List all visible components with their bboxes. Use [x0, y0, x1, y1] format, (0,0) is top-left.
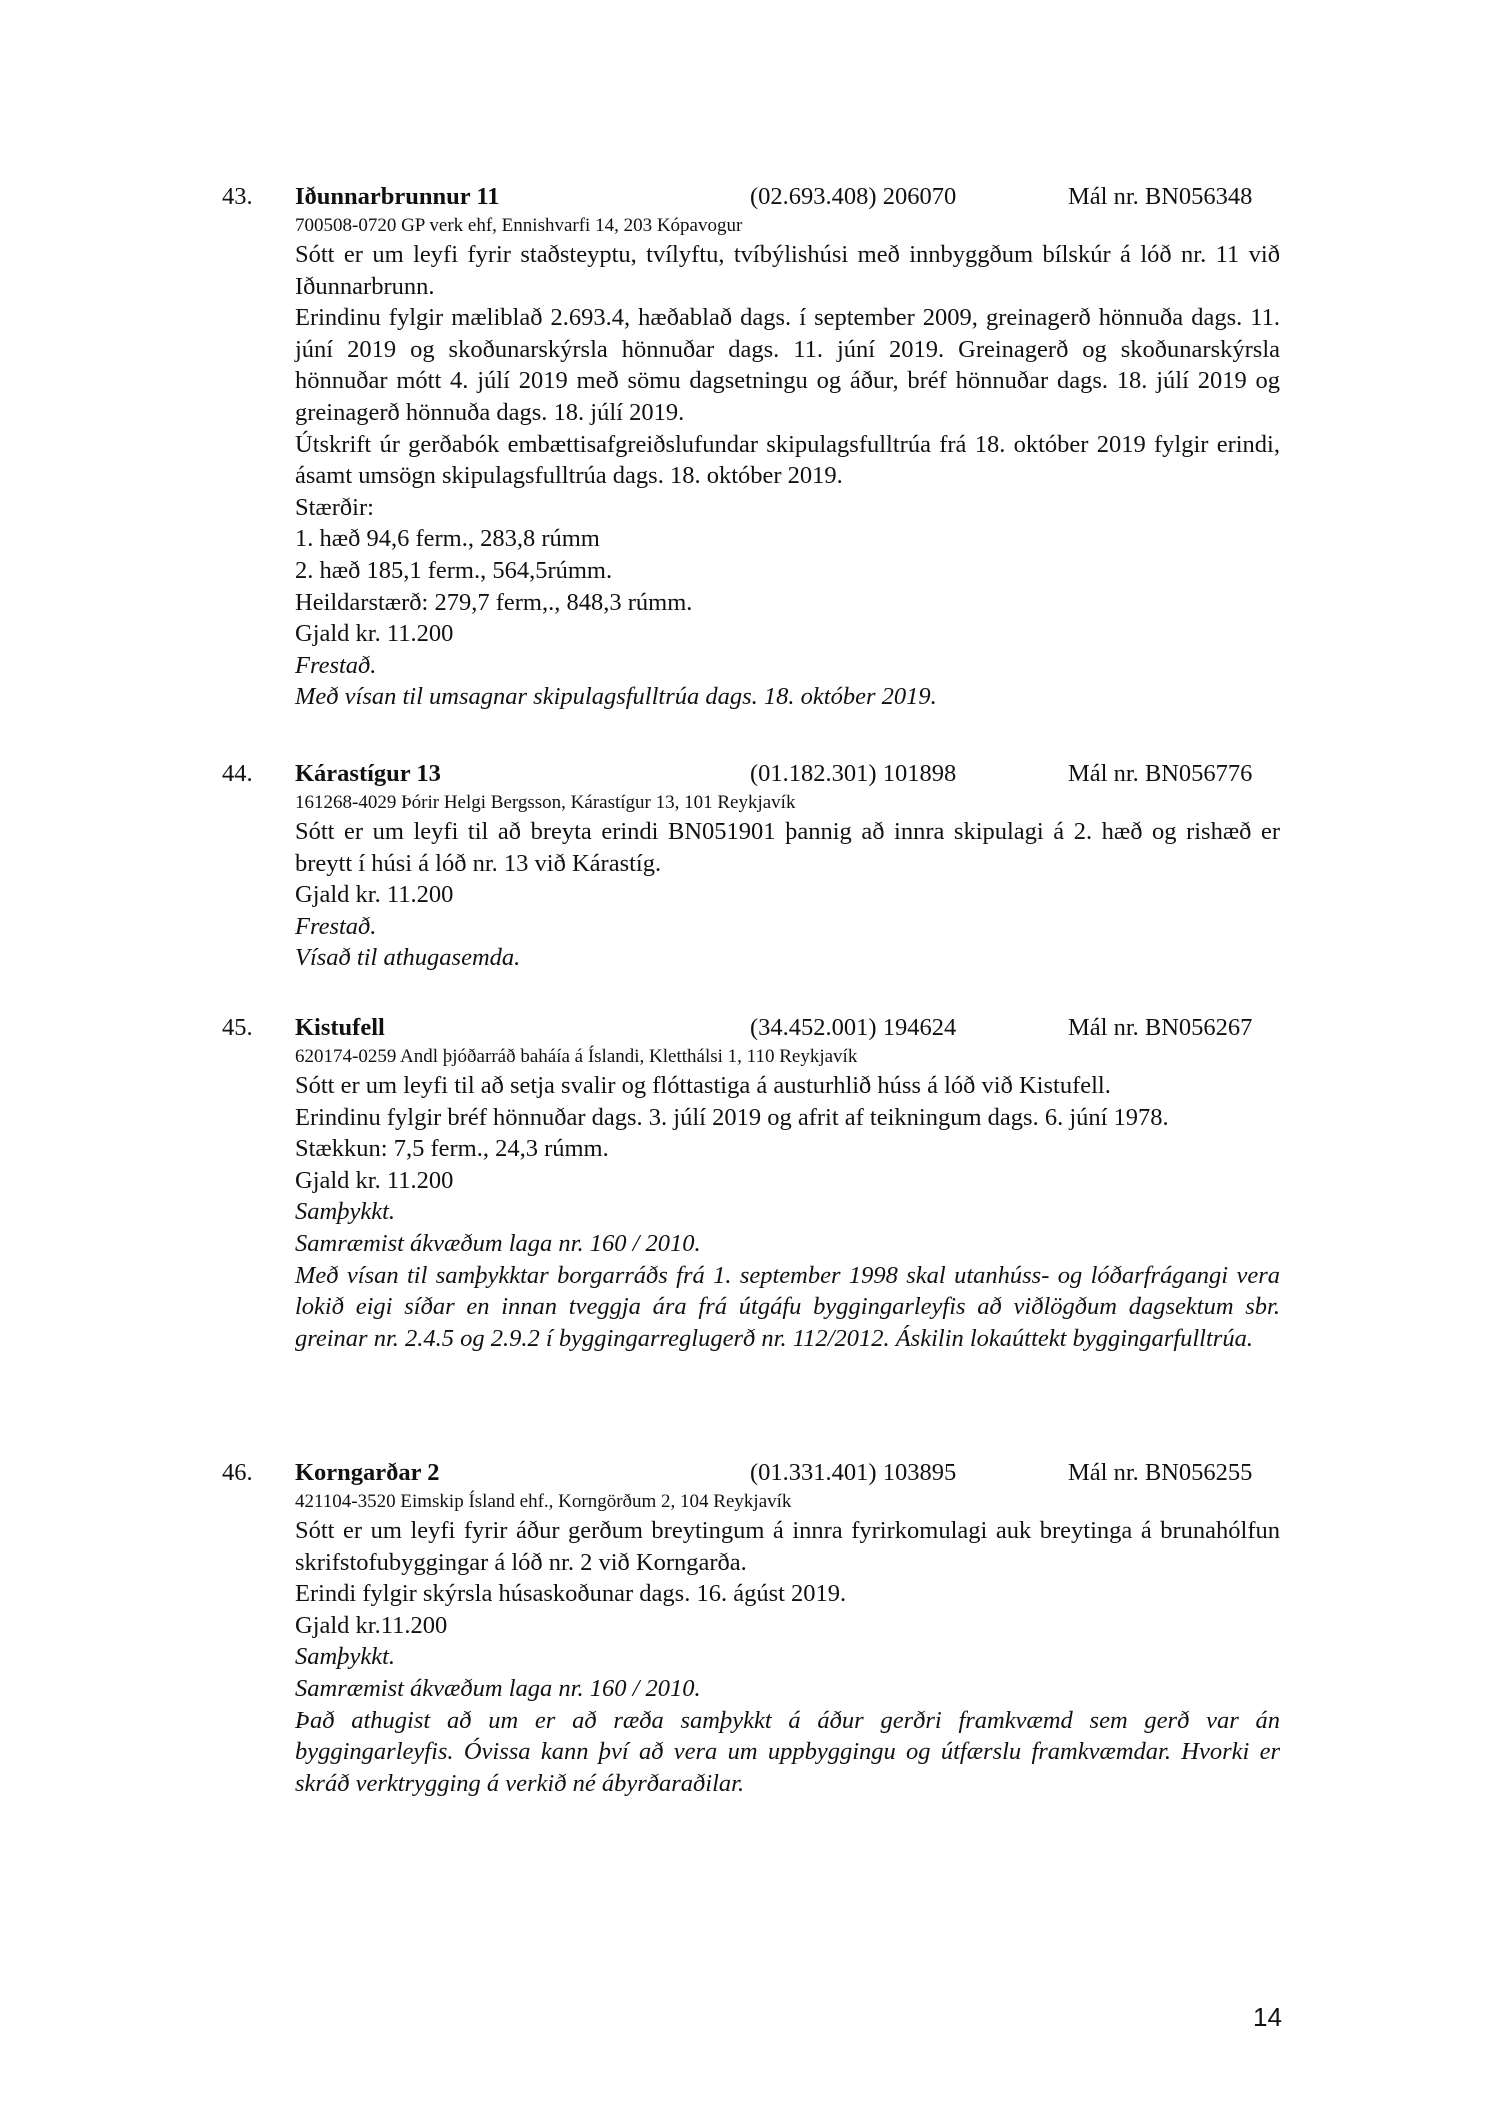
fee: Gjald kr. 11.200 [295, 1166, 454, 1194]
fee: Gjald kr. 11.200 [295, 881, 454, 909]
case-number: Mál nr. BN056348 [1068, 183, 1253, 210]
entry-body [295, 239, 1280, 713]
applicant: 421104-3520 Eimskip Ísland ehf., Korngörðum 2, 104 Reykjavík [295, 1491, 792, 1512]
decision-note: Með vísan til umsagnar skipulagsfulltrúa dags. 18. október 2019. [295, 683, 937, 711]
entry-title: Kárastígur 13 [295, 760, 441, 787]
decision-paragraph: Það athugist að um er að ræða samþykkt á áður gerðri framkvæmd sem gerð var án byggingarleyfis. Óvissa kann því að vera um uppbyggingu og útfærslu framkvæmdar. Hvorki er skráð verktrygging á verkið né ábyrðaraðilar. [295, 1706, 1280, 1797]
decision: Frestað. [295, 912, 377, 940]
decision-note: Samræmist ákvæðum laga nr. 160 / 2010. [295, 1229, 701, 1257]
entry-header [222, 181, 1280, 213]
entry-header [222, 1012, 1280, 1044]
applicant: 161268-4029 Þórir Helgi Bergsson, Kárastígur 13, 101 Reykjavík [295, 792, 796, 813]
sizes-heading: Stærðir: [295, 493, 374, 521]
size-line: 2. hæð 185,1 ferm., 564,5rúmm. [295, 556, 613, 584]
entry-title: Korngarðar 2 [295, 1459, 440, 1486]
entry-body [295, 1070, 1280, 1354]
entry-44 [222, 758, 1280, 974]
case-number: Mál nr. BN056255 [1068, 1459, 1253, 1486]
entry-number: 45. [222, 1014, 253, 1041]
entry-45 [222, 1012, 1280, 1354]
extension-size: Stækkun: 7,5 ferm., 24,3 rúmm. [295, 1135, 609, 1163]
paragraph: Erindinu fylgir bréf hönnuðar dags. 3. júlí 2019 og afrit af teikningum dags. 6. júní 1978. [295, 1103, 1169, 1131]
entry-number: 46. [222, 1459, 253, 1486]
decision-note: Samræmist ákvæðum laga nr. 160 / 2010. [295, 1674, 701, 1702]
case-number: Mál nr. BN056267 [1068, 1014, 1253, 1041]
entry-number: 44. [222, 760, 253, 787]
property-reference: (01.182.301) 101898 [750, 760, 957, 787]
entry-header [222, 758, 1280, 790]
decision-paragraph: Með vísan til samþykktar borgarráðs frá 1. september 1998 skal utanhúss- og lóðarfrágangi vera lokið eigi síðar en innan tveggja ára frá útgáfu byggingarleyfis að viðlögðum dagsektum sbr. greinar nr. 2.4.5 og 2.9.2 í byggingarreglugerð nr. 112/2012. Áskilin lokaúttekt byggingarfulltrúa. [295, 1261, 1280, 1352]
property-reference: (34.452.001) 194624 [750, 1014, 957, 1041]
paragraph: Sótt er um leyfi fyrir staðsteyptu, tvílyftu, tvíbýlishúsi með innbyggðum bílskúr á lóð nr. 11 við Iðunnarbrunn. [295, 241, 1280, 300]
decision: Samþykkt. [295, 1643, 395, 1671]
entry-43 [222, 181, 1280, 713]
total-size: Heildarstærð: 279,7 ferm,., 848,3 rúmm. [295, 588, 693, 616]
paragraph: Erindinu fylgir mæliblað 2.693.4, hæðablað dags. í september 2009, greinagerð hönnuða dags. 11. júní 2019 og skoðunarskýrsla hönnuðar dags. 11. júní 2019. Greinagerð og skoðunarskýrsla hönnuðar mótt 4. júlí 2019 með sömu dagsetningu og áður, bréf hönnuðar dags. 18. júlí 2019 og greinagerð hönnuða dags. 18. júlí 2019. [295, 304, 1280, 426]
paragraph: Sótt er um leyfi til að breyta erindi BN051901 þannig að innra skipulagi á 2. hæð og rishæð er breytt í húsi á lóð nr. 13 við Kárastíg. [295, 818, 1280, 877]
fee: Gjald kr.11.200 [295, 1611, 448, 1639]
entry-46 [222, 1457, 1280, 1799]
decision-note: Vísað til athugasemda. [295, 944, 521, 972]
applicant: 700508-0720 GP verk ehf, Ennishvarfi 14, 203 Kópavogur [295, 215, 743, 236]
entry-title: Iðunnarbrunnur 11 [295, 183, 500, 210]
paragraph: Útskrift úr gerðabók embættisafgreiðslufundar skipulagsfulltrúa frá 18. október 2019 fylgir erindi, ásamt umsögn skipulagsfulltrúa dags. 18. október 2019. [295, 430, 1280, 490]
property-reference: (01.331.401) 103895 [750, 1459, 957, 1486]
entry-number: 43. [222, 183, 253, 210]
size-line: 1. hæð 94,6 ferm., 283,8 rúmm [295, 525, 600, 553]
decision: Frestað. [295, 651, 377, 679]
applicant: 620174-0259 Andl þjóðarráð baháía á Íslandi, Kletthálsi 1, 110 Reykjavík [295, 1046, 858, 1067]
entry-header [222, 1457, 1280, 1489]
decision: Samþykkt. [295, 1198, 395, 1226]
attachment-note: Erindi fylgir skýrsla húsaskoðunar dags. 16. ágúst 2019. [295, 1580, 847, 1608]
entry-body [295, 1515, 1280, 1799]
paragraph: Sótt er um leyfi til að setja svalir og flóttastiga á austurhlið húss á lóð við Kistufell. [295, 1072, 1111, 1099]
case-number: Mál nr. BN056776 [1068, 760, 1253, 787]
fee: Gjald kr. 11.200 [295, 620, 454, 648]
entry-body [295, 816, 1280, 974]
entry-title: Kistufell [295, 1014, 385, 1041]
property-reference: (02.693.408) 206070 [750, 183, 957, 210]
paragraph: Sótt er um leyfi fyrir áður gerðum breytingum á innra fyrirkomulagi auk breytinga á brunahólfun skrifstofubyggingar á lóð nr. 2 við Korngarða. [295, 1517, 1280, 1576]
page-number: 14 [1253, 2002, 1282, 2032]
